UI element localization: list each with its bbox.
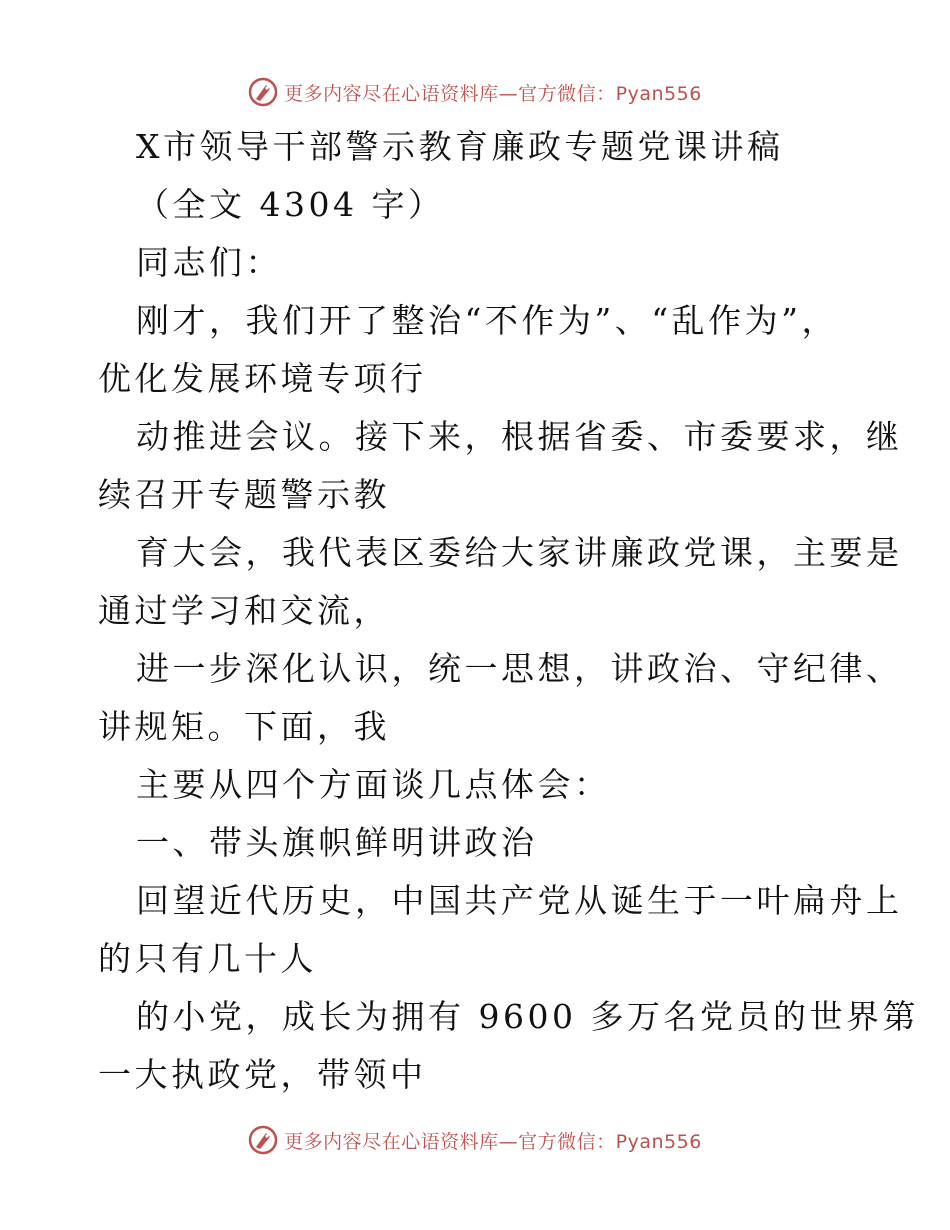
footer-banner (0, 1120, 950, 1160)
text-line: 的小党，成长为拥有 9600 多万名党员的世界第 (136, 997, 919, 1036)
text-line: 进一步深化认识，统一思想，讲政治、守纪律、 (136, 649, 903, 688)
header-banner (0, 72, 950, 112)
text-line: 通过学习和交流， (98, 591, 390, 630)
text-line: 同志们： (136, 243, 282, 282)
pen-nib-icon (248, 1125, 278, 1155)
text-line: 主要从四个方面谈几点体会： (136, 765, 611, 804)
text-line: 育大会，我代表区委给大家讲廉政党课，主要是 (136, 533, 903, 572)
pen-nib-icon (248, 77, 278, 107)
text-line: X市领导干部警示教育廉政专题党课讲稿 (136, 127, 784, 166)
text-line: 的只有几十人 (98, 939, 317, 978)
text-line: 续召开专题警示教 (98, 475, 390, 514)
text-line: 回望近代历史，中国共产党从诞生于一叶扁舟上 (136, 881, 903, 920)
text-line: 一大执政党，带领中 (98, 1055, 427, 1094)
text-line: 讲规矩。下面，我 (98, 707, 390, 746)
banner-text: 更多内容尽在心语资料库—官方微信：Pyan556 (284, 82, 702, 105)
text-line: （全文 4304 字） (136, 185, 445, 224)
text-line: 优化发展环境专项行 (98, 359, 427, 398)
text-line: 刚才，我们开了整治“不作为”、“乱作为”， (136, 301, 838, 340)
banner-text: 更多内容尽在心语资料库—官方微信：Pyan556 (284, 1130, 702, 1153)
text-line: 动推进会议。接下来，根据省委、市委要求，继 (136, 417, 903, 456)
document-body (98, 118, 919, 1104)
text-line: 一、带头旗帜鲜明讲政治 (136, 823, 538, 862)
